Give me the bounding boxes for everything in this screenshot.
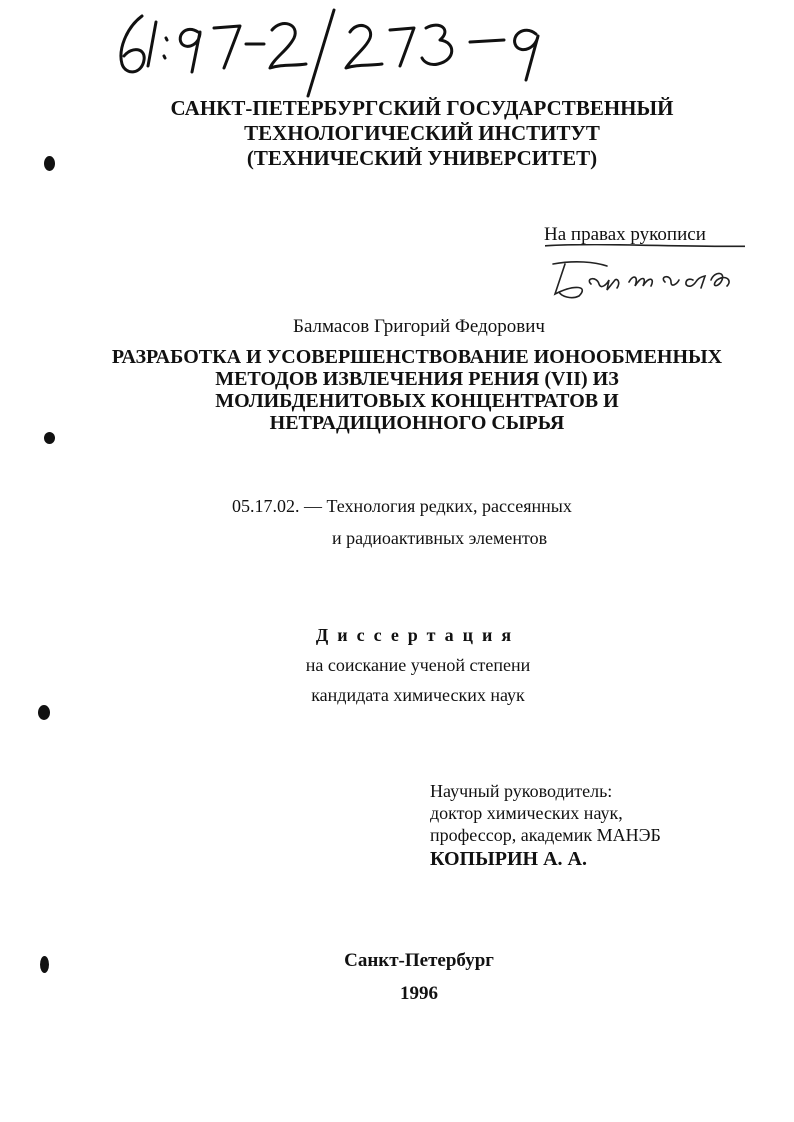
handwritten-number-drawing <box>112 2 552 98</box>
degree-statement <box>0 620 794 710</box>
dissertation-label: Диссертация <box>315 625 521 645</box>
year: 1996 <box>400 983 438 1004</box>
publication-footer <box>0 944 794 1010</box>
handwritten-inventory-number <box>112 2 552 98</box>
title-line: МЕТОДОВ ИЗВЛЕЧЕНИЯ РЕНИЯ (VII) ИЗ <box>215 368 619 390</box>
supervisor-degree: доктор химических наук, <box>430 803 623 823</box>
author-signature <box>545 244 745 304</box>
supervisor-block <box>430 780 661 872</box>
title-line: РАЗРАБОТКА И УСОВЕРШЕНСТВОВАНИЕ ИОНООБМЕННЫХ <box>111 346 723 368</box>
supervisor-title: профессор, академик МАНЭБ <box>430 825 661 845</box>
institution-line: (ТЕХНИЧЕСКИЙ УНИВЕРСИТЕТ) <box>246 146 598 170</box>
institution-heading <box>0 96 794 171</box>
degree-line: на соискание ученой степени <box>305 655 531 675</box>
city: Санкт-Петербург <box>344 950 494 971</box>
specialty-code-line: 05.17.02. — Технология редких, рассеянных <box>232 496 572 516</box>
binder-hole-mark <box>44 156 55 171</box>
degree-line: кандидата химических наук <box>311 685 525 705</box>
title-line: МОЛИБДЕНИТОВЫХ КОНЦЕНТРАТОВ И <box>215 390 619 412</box>
title-line: НЕТРАДИЦИОННОГО СЫРЬЯ <box>269 412 565 434</box>
institution-line: САНКТ-ПЕТЕРБУРГСКИЙ ГОСУДАРСТВЕННЫЙ <box>170 96 674 120</box>
institution-line: ТЕХНОЛОГИЧЕСКИЙ ИНСТИТУТ <box>244 121 600 145</box>
supervisor-role: Научный руководитель: <box>430 781 613 801</box>
manuscript-rights-label: На правах рукописи <box>544 224 706 245</box>
specialty-continuation-line: и радиоактивных элементов <box>332 528 548 548</box>
dissertation-title <box>0 346 794 434</box>
supervisor-name: КОПЫРИН А. А. <box>430 848 587 870</box>
author-name: Балмасов Григорий Федорович <box>293 316 545 337</box>
